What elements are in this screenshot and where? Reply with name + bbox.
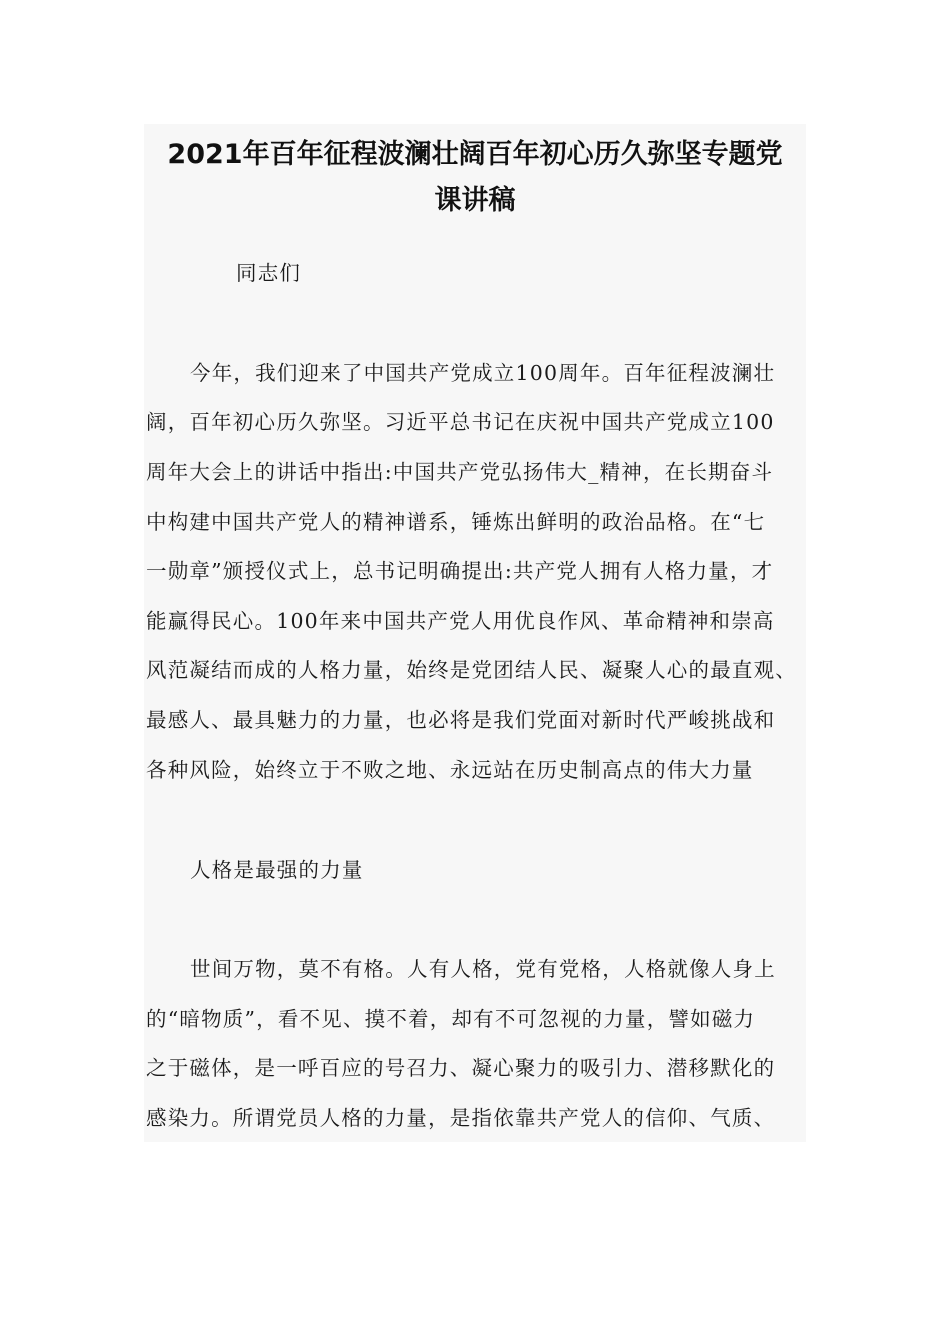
title-line-1: 2021年百年征程波澜壮阔百年初心历久弥坚专题党 — [167, 139, 783, 170]
paragraph-1-line: 中构建中国共产党人的精神谱系，锤炼出鲜明的政治品格。在“七 — [146, 510, 766, 534]
paragraph-2-line: 世间万物，莫不有格。人有人格，党有党格，人格就像人身上 — [190, 957, 776, 981]
document-title — [144, 132, 806, 224]
paragraph-1-line: 阔，百年初心历久弥坚。习近平总书记在庆祝中国共产党成立100 — [146, 410, 775, 434]
paragraph-1-line: 最感人、最具魅力的力量，也必将是我们党面对新时代严峻挑战和 — [146, 708, 776, 732]
paragraph-1-line: 各种风险，始终立于不败之地、永远站在历史制高点的伟大力量 — [146, 758, 754, 782]
salutation: 同志们 — [236, 261, 302, 285]
title-line-2: 课讲稿 — [434, 185, 516, 216]
paragraph-1-line: 今年，我们迎来了中国共产党成立100周年。百年征程波澜壮 — [190, 361, 776, 385]
paragraph-1-line: 一勋章”颁授仪式上，总书记明确提出:共产党人拥有人格力量，才 — [146, 559, 774, 583]
paragraph-1-line: 风范凝结而成的人格力量，始终是党团结人民、凝聚人心的最直观、 — [146, 658, 797, 682]
paragraph-2-line: 之于磁体，是一呼百应的号召力、凝心聚力的吸引力、潜移默化的 — [146, 1056, 776, 1080]
section-heading: 人格是最强的力量 — [190, 858, 364, 882]
paragraph-2-line: 感染力。所谓党员人格的力量，是指依靠共产党人的信仰、气质、 — [146, 1106, 776, 1130]
paragraph-1-line: 能赢得民心。100年来中国共产党人用优良作风、革命精神和崇高 — [146, 609, 775, 633]
paragraph-2-line: 的“暗物质”，看不见、摸不着，却有不可忽视的力量，譬如磁力 — [146, 1007, 756, 1031]
paragraph-1-line: 周年大会上的讲话中指出:中国共产党弘扬伟大_精神，在长期奋斗 — [146, 460, 774, 484]
